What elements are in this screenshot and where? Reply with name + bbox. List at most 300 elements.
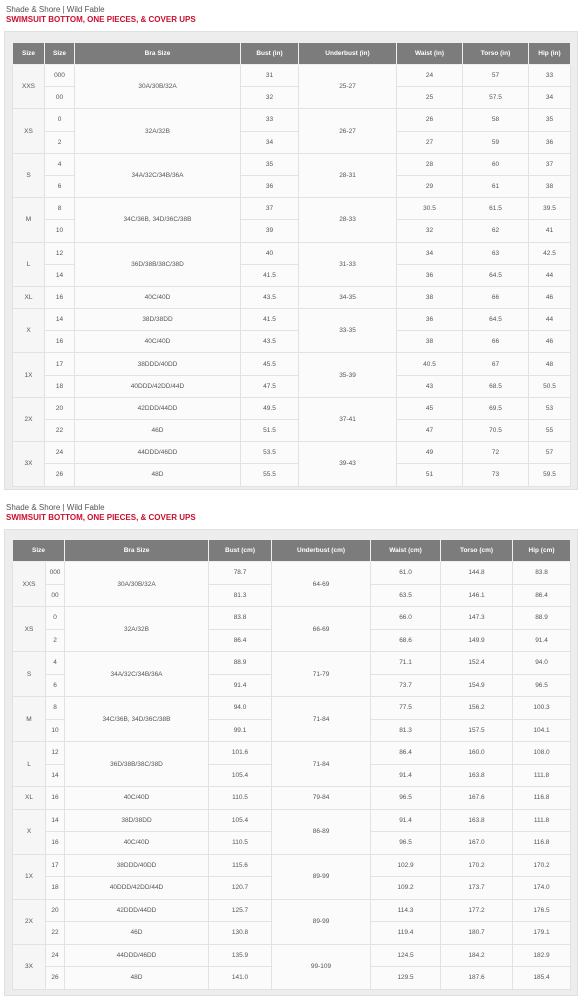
- underbust-cell: 89-99: [272, 854, 371, 899]
- waist-cell: 77.5: [371, 697, 441, 720]
- bra-size-cell: 40C/40D: [65, 787, 209, 810]
- table-row: [13, 109, 571, 131]
- torso-cell: 69.5: [463, 397, 529, 419]
- bust-cell: 130.8: [209, 922, 272, 945]
- bra-size-cell: 38DDD/40DD: [65, 854, 209, 877]
- table-row: [13, 442, 571, 464]
- underbust-cell: 34-35: [299, 286, 397, 308]
- hip-cell: 116.8: [513, 832, 571, 855]
- hip-cell: 174.0: [513, 877, 571, 900]
- bust-cell: 47.5: [241, 375, 299, 397]
- size-label-cell: XXS: [13, 65, 45, 109]
- hip-cell: 33: [529, 65, 571, 87]
- table-row: [13, 420, 571, 442]
- bra-size-cell: 44DDD/46DD: [65, 944, 209, 967]
- bra-size-cell: 40DDD/42DD/44D: [65, 877, 209, 900]
- bust-cell: 110.5: [209, 832, 272, 855]
- numeric-size-cell: 6: [45, 175, 75, 197]
- waist-cell: 38: [397, 286, 463, 308]
- waist-cell: 26: [397, 109, 463, 131]
- torso-cell: 187.6: [441, 967, 513, 990]
- bust-cell: 125.7: [209, 899, 272, 922]
- bust-cell: 105.4: [209, 809, 272, 832]
- hip-cell: 34: [529, 87, 571, 109]
- table-header-row: [13, 540, 571, 562]
- torso-cell: 167.0: [441, 832, 513, 855]
- underbust-cell: 28-33: [299, 198, 397, 242]
- bust-cell: 39: [241, 220, 299, 242]
- bra-size-cell: 44DDD/46DD: [75, 442, 241, 464]
- numeric-size-cell: 000: [45, 65, 75, 87]
- torso-cell: 177.2: [441, 899, 513, 922]
- waist-cell: 29: [397, 175, 463, 197]
- hip-cell: 53: [529, 397, 571, 419]
- chart-title: SWIMSUIT BOTTOM, ONE PIECES, & COVER UPS: [6, 513, 196, 522]
- table-row: [13, 153, 571, 175]
- hip-cell: 36: [529, 131, 571, 153]
- waist-cell: 109.2: [371, 877, 441, 900]
- table-row: [13, 652, 571, 675]
- table-row: [13, 242, 571, 264]
- bust-cell: 101.6: [209, 742, 272, 765]
- bra-size-cell: 38DDD/40DD: [75, 353, 241, 375]
- hip-cell: 96.5: [513, 674, 571, 697]
- torso-cell: 156.2: [441, 697, 513, 720]
- numeric-size-cell: 00: [46, 584, 65, 607]
- bust-cell: 37: [241, 198, 299, 220]
- column-header: Torso (cm): [441, 540, 513, 562]
- torso-cell: 160.0: [441, 742, 513, 765]
- numeric-size-cell: 26: [46, 967, 65, 990]
- hip-cell: 86.4: [513, 584, 571, 607]
- numeric-size-cell: 6: [46, 674, 65, 697]
- bust-cell: 49.5: [241, 397, 299, 419]
- underbust-cell: 66-69: [272, 607, 371, 652]
- waist-cell: 49: [397, 442, 463, 464]
- waist-cell: 63.5: [371, 584, 441, 607]
- size-label-cell: 2X: [13, 899, 46, 944]
- hip-cell: 35: [529, 109, 571, 131]
- column-header: Underbust (in): [299, 43, 397, 65]
- bust-cell: 120.7: [209, 877, 272, 900]
- brand-label: Shade & Shore | Wild Fable: [6, 503, 105, 512]
- torso-cell: 66: [463, 286, 529, 308]
- torso-cell: 180.7: [441, 922, 513, 945]
- bust-cell: 83.8: [209, 607, 272, 630]
- numeric-size-cell: 18: [46, 877, 65, 900]
- waist-cell: 114.3: [371, 899, 441, 922]
- waist-cell: 45: [397, 397, 463, 419]
- numeric-size-cell: 16: [45, 286, 75, 308]
- numeric-size-cell: 2: [45, 131, 75, 153]
- hip-cell: 46: [529, 331, 571, 353]
- bra-size-cell: 36D/38B/38C/38D: [75, 242, 241, 286]
- size-label-cell: 1X: [13, 353, 45, 397]
- underbust-cell: 99-109: [272, 944, 371, 989]
- torso-cell: 173.7: [441, 877, 513, 900]
- size-label-cell: X: [13, 309, 45, 353]
- numeric-size-cell: 14: [45, 264, 75, 286]
- bust-cell: 53.5: [241, 442, 299, 464]
- torso-cell: 61: [463, 175, 529, 197]
- underbust-cell: 71-84: [272, 742, 371, 787]
- waist-cell: 119.4: [371, 922, 441, 945]
- size-label-cell: XL: [13, 286, 45, 308]
- hip-cell: 108.0: [513, 742, 571, 765]
- waist-cell: 51: [397, 464, 463, 486]
- bust-cell: 34: [241, 131, 299, 153]
- column-header: Bust (cm): [209, 540, 272, 562]
- bra-size-cell: 38D/38DD: [65, 809, 209, 832]
- hip-cell: 50.5: [529, 375, 571, 397]
- numeric-size-cell: 10: [46, 719, 65, 742]
- table-row: [13, 899, 571, 922]
- size-label-cell: XS: [13, 607, 46, 652]
- underbust-cell: 89-99: [272, 899, 371, 944]
- brand-label: Shade & Shore | Wild Fable: [6, 5, 105, 14]
- hip-cell: 41: [529, 220, 571, 242]
- waist-cell: 28: [397, 153, 463, 175]
- waist-cell: 36: [397, 264, 463, 286]
- bra-size-cell: 42DDD/44DD: [75, 397, 241, 419]
- numeric-size-cell: 12: [45, 242, 75, 264]
- numeric-size-cell: 14: [46, 764, 65, 787]
- numeric-size-cell: 12: [46, 742, 65, 765]
- bra-size-cell: 32A/32B: [75, 109, 241, 153]
- bust-cell: 51.5: [241, 420, 299, 442]
- hip-cell: 39.5: [529, 198, 571, 220]
- size-label-cell: 1X: [13, 854, 46, 899]
- table-row: [13, 854, 571, 877]
- bust-cell: 78.7: [209, 562, 272, 585]
- underbust-cell: 71-79: [272, 652, 371, 697]
- table-row: [13, 944, 571, 967]
- underbust-cell: 26-27: [299, 109, 397, 153]
- waist-cell: 66.0: [371, 607, 441, 630]
- table-row: [13, 787, 571, 810]
- waist-cell: 96.5: [371, 832, 441, 855]
- torso-cell: 167.6: [441, 787, 513, 810]
- numeric-size-cell: 24: [45, 442, 75, 464]
- waist-cell: 71.1: [371, 652, 441, 675]
- waist-cell: 27: [397, 131, 463, 153]
- column-header: Hip (in): [529, 43, 571, 65]
- column-header: Hip (cm): [513, 540, 571, 562]
- bra-size-cell: 46D: [75, 420, 241, 442]
- size-label-cell: XL: [13, 787, 46, 810]
- torso-cell: 57: [463, 65, 529, 87]
- numeric-size-cell: 8: [46, 697, 65, 720]
- waist-cell: 86.4: [371, 742, 441, 765]
- hip-cell: 48: [529, 353, 571, 375]
- numeric-size-cell: 2: [46, 629, 65, 652]
- hip-cell: 116.8: [513, 787, 571, 810]
- bust-cell: 135.9: [209, 944, 272, 967]
- torso-cell: 61.5: [463, 198, 529, 220]
- waist-cell: 38: [397, 331, 463, 353]
- column-header: Bra Size: [75, 43, 241, 65]
- chart-title: SWIMSUIT BOTTOM, ONE PIECES, & COVER UPS: [6, 15, 196, 24]
- numeric-size-cell: 8: [45, 198, 75, 220]
- bust-cell: 33: [241, 109, 299, 131]
- waist-cell: 47: [397, 420, 463, 442]
- underbust-cell: 64-69: [272, 562, 371, 607]
- bust-cell: 94.0: [209, 697, 272, 720]
- numeric-size-cell: 16: [46, 832, 65, 855]
- torso-cell: 64.5: [463, 309, 529, 331]
- bust-cell: 35: [241, 153, 299, 175]
- numeric-size-cell: 000: [46, 562, 65, 585]
- torso-cell: 147.3: [441, 607, 513, 630]
- bra-size-cell: 30A/30B/32A: [65, 562, 209, 607]
- bust-cell: 43.5: [241, 331, 299, 353]
- bust-cell: 55.5: [241, 464, 299, 486]
- bra-size-cell: 40DDD/42DD/44D: [75, 375, 241, 397]
- waist-cell: 24: [397, 65, 463, 87]
- size-label-cell: M: [13, 198, 45, 242]
- torso-cell: 144.8: [441, 562, 513, 585]
- torso-cell: 58: [463, 109, 529, 131]
- numeric-size-cell: 00: [45, 87, 75, 109]
- waist-cell: 102.9: [371, 854, 441, 877]
- bra-size-cell: 48D: [65, 967, 209, 990]
- torso-cell: 67: [463, 353, 529, 375]
- hip-cell: 94.0: [513, 652, 571, 675]
- hip-cell: 179.1: [513, 922, 571, 945]
- size-label-cell: XS: [13, 109, 45, 153]
- torso-cell: 157.5: [441, 719, 513, 742]
- size-label-cell: S: [13, 153, 45, 197]
- waist-cell: 36: [397, 309, 463, 331]
- bust-cell: 41.5: [241, 264, 299, 286]
- hip-cell: 91.4: [513, 629, 571, 652]
- hip-cell: 83.8: [513, 562, 571, 585]
- underbust-cell: 79-84: [272, 787, 371, 810]
- table-row: [13, 375, 571, 397]
- torso-cell: 70.5: [463, 420, 529, 442]
- numeric-size-cell: 16: [46, 787, 65, 810]
- torso-cell: 154.9: [441, 674, 513, 697]
- torso-cell: 64.5: [463, 264, 529, 286]
- waist-cell: 40.5: [397, 353, 463, 375]
- table-row: [13, 286, 571, 308]
- waist-cell: 81.3: [371, 719, 441, 742]
- numeric-size-cell: 24: [46, 944, 65, 967]
- numeric-size-cell: 22: [45, 420, 75, 442]
- numeric-size-cell: 20: [45, 397, 75, 419]
- waist-cell: 91.4: [371, 809, 441, 832]
- bust-cell: 91.4: [209, 674, 272, 697]
- numeric-size-cell: 14: [46, 809, 65, 832]
- underbust-cell: 28-31: [299, 153, 397, 197]
- table-row: [13, 65, 571, 87]
- waist-cell: 91.4: [371, 764, 441, 787]
- waist-cell: 129.5: [371, 967, 441, 990]
- hip-cell: 104.1: [513, 719, 571, 742]
- bra-size-cell: 34C/36B, 34D/36C/38B: [65, 697, 209, 742]
- size-label-cell: S: [13, 652, 46, 697]
- bust-cell: 40: [241, 242, 299, 264]
- bust-cell: 115.6: [209, 854, 272, 877]
- numeric-size-cell: 20: [46, 899, 65, 922]
- hip-cell: 57: [529, 442, 571, 464]
- numeric-size-cell: 4: [46, 652, 65, 675]
- bra-size-cell: 46D: [65, 922, 209, 945]
- torso-cell: 66: [463, 331, 529, 353]
- table-row: [13, 809, 571, 832]
- hip-cell: 185.4: [513, 967, 571, 990]
- bust-cell: 110.5: [209, 787, 272, 810]
- torso-cell: 149.9: [441, 629, 513, 652]
- torso-cell: 73: [463, 464, 529, 486]
- torso-cell: 60: [463, 153, 529, 175]
- bust-cell: 32: [241, 87, 299, 109]
- table-row: [13, 464, 571, 486]
- column-header: Waist (cm): [371, 540, 441, 562]
- torso-cell: 163.8: [441, 809, 513, 832]
- underbust-cell: 35-39: [299, 353, 397, 397]
- table-row: [13, 331, 571, 353]
- underbust-cell: 31-33: [299, 242, 397, 286]
- waist-cell: 124.5: [371, 944, 441, 967]
- bust-cell: 41.5: [241, 309, 299, 331]
- waist-cell: 68.6: [371, 629, 441, 652]
- cm-size-table: [12, 539, 571, 990]
- torso-cell: 62: [463, 220, 529, 242]
- underbust-cell: 25-27: [299, 65, 397, 109]
- numeric-size-cell: 10: [45, 220, 75, 242]
- underbust-cell: 71-84: [272, 697, 371, 742]
- numeric-size-cell: 22: [46, 922, 65, 945]
- column-header: Bra Size: [65, 540, 209, 562]
- torso-cell: 63: [463, 242, 529, 264]
- column-header: Size: [45, 43, 75, 65]
- waist-cell: 96.5: [371, 787, 441, 810]
- waist-cell: 43: [397, 375, 463, 397]
- torso-cell: 163.8: [441, 764, 513, 787]
- bra-size-cell: 40C/40D: [65, 832, 209, 855]
- column-header: Size: [13, 540, 65, 562]
- numeric-size-cell: 0: [45, 109, 75, 131]
- hip-cell: 37: [529, 153, 571, 175]
- size-label-cell: 3X: [13, 442, 45, 486]
- column-header: Size: [13, 43, 45, 65]
- column-header: Waist (in): [397, 43, 463, 65]
- size-label-cell: M: [13, 697, 46, 742]
- bra-size-cell: 36D/38B/38C/38D: [65, 742, 209, 787]
- size-label-cell: L: [13, 742, 46, 787]
- torso-cell: 68.5: [463, 375, 529, 397]
- bust-cell: 99.1: [209, 719, 272, 742]
- bra-size-cell: 48D: [75, 464, 241, 486]
- hip-cell: 176.5: [513, 899, 571, 922]
- bra-size-cell: 30A/30B/32A: [75, 65, 241, 109]
- table-row: [13, 742, 571, 765]
- hip-cell: 100.3: [513, 697, 571, 720]
- waist-cell: 34: [397, 242, 463, 264]
- size-label-cell: L: [13, 242, 45, 286]
- numeric-size-cell: 18: [45, 375, 75, 397]
- bust-cell: 81.3: [209, 584, 272, 607]
- bust-cell: 36: [241, 175, 299, 197]
- numeric-size-cell: 4: [45, 153, 75, 175]
- underbust-cell: 39-43: [299, 442, 397, 486]
- numeric-size-cell: 17: [45, 353, 75, 375]
- underbust-cell: 86-89: [272, 809, 371, 854]
- hip-cell: 38: [529, 175, 571, 197]
- bust-cell: 105.4: [209, 764, 272, 787]
- bra-size-cell: 34A/32C/34B/36A: [75, 153, 241, 197]
- hip-cell: 44: [529, 264, 571, 286]
- numeric-size-cell: 26: [45, 464, 75, 486]
- size-label-cell: 2X: [13, 397, 45, 441]
- hip-cell: 55: [529, 420, 571, 442]
- table-row: [13, 397, 571, 419]
- size-label-cell: 3X: [13, 944, 46, 989]
- table-row: [13, 697, 571, 720]
- bra-size-cell: 32A/32B: [65, 607, 209, 652]
- hip-cell: 46: [529, 286, 571, 308]
- hip-cell: 182.9: [513, 944, 571, 967]
- numeric-size-cell: 17: [46, 854, 65, 877]
- torso-cell: 72: [463, 442, 529, 464]
- hip-cell: 111.8: [513, 809, 571, 832]
- waist-cell: 30.5: [397, 198, 463, 220]
- table-row: [13, 562, 571, 585]
- underbust-cell: 33-35: [299, 309, 397, 353]
- numeric-size-cell: 16: [45, 331, 75, 353]
- bra-size-cell: 38D/38DD: [75, 309, 241, 331]
- bra-size-cell: 40C/40D: [75, 331, 241, 353]
- hip-cell: 170.2: [513, 854, 571, 877]
- table-header-row: [13, 43, 571, 65]
- waist-cell: 73.7: [371, 674, 441, 697]
- bra-size-cell: 34A/32C/34B/36A: [65, 652, 209, 697]
- inch-size-table: [12, 42, 571, 487]
- bra-size-cell: 40C/40D: [75, 286, 241, 308]
- bust-cell: 43.5: [241, 286, 299, 308]
- waist-cell: 32: [397, 220, 463, 242]
- bust-cell: 31: [241, 65, 299, 87]
- bust-cell: 141.0: [209, 967, 272, 990]
- column-header: Bust (in): [241, 43, 299, 65]
- hip-cell: 111.8: [513, 764, 571, 787]
- bust-cell: 86.4: [209, 629, 272, 652]
- torso-cell: 170.2: [441, 854, 513, 877]
- torso-cell: 184.2: [441, 944, 513, 967]
- bust-cell: 45.5: [241, 353, 299, 375]
- underbust-cell: 37-41: [299, 397, 397, 441]
- size-label-cell: X: [13, 809, 46, 854]
- torso-cell: 152.4: [441, 652, 513, 675]
- torso-cell: 59: [463, 131, 529, 153]
- torso-cell: 146.1: [441, 584, 513, 607]
- numeric-size-cell: 14: [45, 309, 75, 331]
- waist-cell: 61.0: [371, 562, 441, 585]
- numeric-size-cell: 0: [46, 607, 65, 630]
- torso-cell: 57.5: [463, 87, 529, 109]
- column-header: Underbust (cm): [272, 540, 371, 562]
- hip-cell: 88.9: [513, 607, 571, 630]
- table-row: [13, 309, 571, 331]
- table-row: [13, 607, 571, 630]
- hip-cell: 59.5: [529, 464, 571, 486]
- waist-cell: 25: [397, 87, 463, 109]
- bra-size-cell: 34C/36B, 34D/36C/38B: [75, 198, 241, 242]
- table-row: [13, 353, 571, 375]
- hip-cell: 44: [529, 309, 571, 331]
- table-row: [13, 198, 571, 220]
